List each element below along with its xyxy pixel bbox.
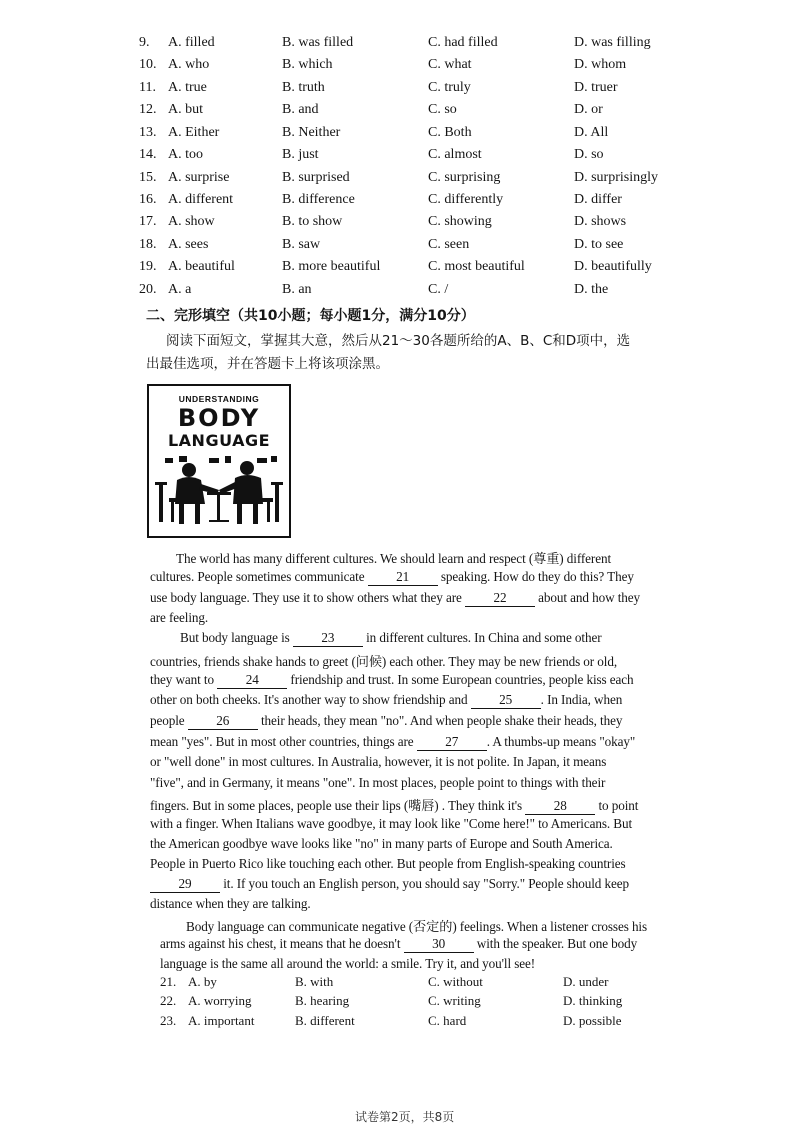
option-c: C. so: [428, 102, 457, 117]
question-number: 10.: [139, 57, 157, 72]
question-row: [0, 170, 794, 192]
option-d: D. or: [574, 102, 603, 117]
blank-22: 22: [465, 590, 535, 607]
option-c: C. truly: [428, 80, 471, 95]
question-row: [0, 282, 794, 304]
option-d: D. was filling: [574, 35, 651, 50]
option-a: A. important: [188, 1013, 255, 1028]
page-footer: 试卷第2页，共8页: [355, 1110, 455, 1124]
option-b: B. saw: [282, 237, 321, 252]
question-number: 15.: [139, 170, 157, 185]
passage-text: arms against his chest, it means that he doesn't: [160, 936, 404, 951]
question-row: [0, 993, 794, 1015]
passage-text: other on both cheeks. It's another way to show friendship and: [150, 692, 471, 707]
passage-text: it. If you touch an English person, you should say "Sorry." People should keep: [220, 876, 629, 891]
question-number: 16.: [139, 192, 157, 207]
svg-text:UNDERSTANDING: UNDERSTANDING: [178, 394, 260, 404]
blank-24: 24: [217, 672, 287, 689]
passage-line: "five", and in Germany, it means "one". In most places, people point to things with their: [150, 775, 606, 790]
option-a: A. who: [168, 57, 210, 72]
passage-line: The world has many different cultures. We should learn and respect (尊重) different: [176, 551, 612, 566]
blank-25: 25: [471, 692, 541, 709]
question-row: [0, 125, 794, 147]
passage-line: language is the same all around the world: a smile. Try it, and you'll see!: [160, 956, 536, 971]
option-a: A. Either: [168, 125, 220, 140]
option-a: A. beautiful: [168, 259, 235, 274]
passage-text: speaking. How do they do this? They: [437, 569, 634, 584]
question-number: 22.: [160, 993, 177, 1008]
option-c: C. most beautiful: [428, 259, 525, 274]
blank-26: 26: [188, 713, 258, 730]
question-number: 11.: [139, 80, 156, 95]
question-number: 14.: [139, 147, 157, 162]
passage-text: their heads, they mean "no". And when people shake their heads, they: [257, 713, 623, 728]
blank-29: 29: [150, 876, 220, 893]
option-d: D. shows: [574, 214, 627, 229]
option-d: D. possible: [563, 1013, 622, 1028]
option-d: D. beautifully: [574, 259, 652, 274]
passage-text: friendship and trust. In some European countries, people kiss each: [287, 672, 634, 687]
instruction-line-1: 阅读下面短文，掌握其大意，然后从21～30各题所给的A、B、C和D项中，选: [166, 333, 631, 349]
question-row: [0, 192, 794, 214]
passage-line: with a finger. When Italians wave goodbye, it may look like "Come here!" to Americans. But: [150, 816, 633, 831]
section-title: 二、完形填空（共10小题；每小题1分，满分10分）: [146, 308, 475, 324]
option-d: D. the: [574, 282, 609, 297]
passage-line: [150, 672, 695, 689]
passage-text: use body language. They use it to show others what they are: [150, 590, 465, 605]
option-c: C. without: [428, 974, 483, 989]
blank-23: 23: [293, 630, 363, 647]
question-row: [0, 237, 794, 259]
option-b: B. different: [295, 1013, 355, 1028]
passage-line: distance when they are talking.: [150, 896, 311, 911]
passage-line: [150, 590, 695, 607]
option-a: A. filled: [168, 35, 215, 50]
option-d: D. thinking: [563, 993, 623, 1008]
question-number: 19.: [139, 259, 157, 274]
question-number: 20.: [139, 282, 157, 297]
passage-line: or "well done" in most cultures. In Australia, however, it is not polite. In Japan, it means: [150, 754, 607, 769]
option-a: A. surprise: [168, 170, 230, 185]
passage-line: People in Puerto Rico like touching each other. But people from English-speaking countries: [150, 856, 626, 871]
option-b: B. more beautiful: [282, 259, 381, 274]
option-d: D. under: [563, 974, 609, 989]
passage-text: people: [150, 713, 188, 728]
option-b: B. with: [295, 974, 334, 989]
passage-text: to point: [595, 798, 639, 813]
question-row: [0, 1013, 794, 1035]
option-c: C. showing: [428, 214, 492, 229]
option-a: A. worrying: [188, 993, 252, 1008]
option-a: A. true: [168, 80, 207, 95]
passage-line: [150, 569, 695, 586]
question-number: 18.: [139, 237, 157, 252]
passage-line: [150, 692, 695, 709]
svg-text:BODY: BODY: [177, 404, 261, 432]
option-a: A. show: [168, 214, 215, 229]
instruction-line-2: 出最佳选项，并在答题卡上将该项涂黑。: [146, 356, 389, 372]
option-c: C. /: [428, 282, 449, 297]
passage-text: with the speaker. But one body: [473, 936, 638, 951]
body-language-illustration: [147, 384, 291, 538]
option-d: D. All: [574, 125, 609, 140]
option-c: C. had filled: [428, 35, 498, 50]
option-a: A. but: [168, 102, 203, 117]
question-row: [0, 214, 794, 236]
option-b: B. truth: [282, 80, 325, 95]
passage-line: [150, 713, 695, 730]
passage-text: mean "yes". But in most other countries, things are: [150, 734, 417, 749]
passage-line: are feeling.: [150, 610, 209, 625]
question-number: 23.: [160, 1013, 177, 1028]
option-c: C. writing: [428, 993, 481, 1008]
passage-line: Body language can communicate negative (否定的) feelings. When a listener crosses his: [186, 919, 648, 934]
two-people-talking-icon: [149, 386, 289, 536]
passage-text: fingers. But in some places, people use their lips (嘴唇) . They think it's: [150, 798, 526, 813]
passage-text: they want to: [150, 672, 218, 687]
option-c: C. surprising: [428, 170, 501, 185]
option-d: D. so: [574, 147, 604, 162]
option-a: A. a: [168, 282, 192, 297]
option-c: C. seen: [428, 237, 470, 252]
option-a: A. by: [188, 974, 217, 989]
option-c: C. Both: [428, 125, 472, 140]
passage-line: [150, 734, 695, 751]
option-d: D. whom: [574, 57, 627, 72]
option-d: D. surprisingly: [574, 170, 658, 185]
option-b: B. was filled: [282, 35, 354, 50]
option-b: B. an: [282, 282, 312, 297]
option-d: D. to see: [574, 237, 624, 252]
option-b: B. and: [282, 102, 319, 117]
question-row: [0, 35, 794, 57]
passage-line: [180, 630, 725, 647]
passage-line: the American goodbye wave looks like "no" in many parts of Europe and South America.: [150, 836, 613, 851]
question-row: [0, 57, 794, 79]
svg-text:LANGUAGE: LANGUAGE: [167, 431, 271, 450]
option-c: C. almost: [428, 147, 482, 162]
option-b: B. just: [282, 147, 319, 162]
passage-text: But body language is: [180, 630, 293, 645]
blank-21: 21: [368, 569, 438, 586]
question-row: [0, 147, 794, 169]
option-a: A. sees: [168, 237, 209, 252]
passage-line: [160, 936, 705, 953]
option-c: C. what: [428, 57, 472, 72]
question-number: 17.: [139, 214, 157, 229]
question-row: [0, 259, 794, 281]
option-d: D. truer: [574, 80, 618, 95]
passage-line: countries, friends shake hands to greet (问候) each other. They may be new friends or old,: [150, 654, 618, 669]
blank-28: 28: [525, 798, 595, 815]
option-a: A. too: [168, 147, 203, 162]
question-number: 21.: [160, 974, 177, 989]
question-number: 9.: [139, 35, 150, 50]
question-number: 12.: [139, 102, 157, 117]
passage-line: [150, 876, 695, 893]
question-number: 13.: [139, 125, 157, 140]
option-b: B. to show: [282, 214, 343, 229]
option-d: D. differ: [574, 192, 622, 207]
passage-line: [150, 795, 695, 815]
passage-text: . In India, when: [540, 692, 623, 707]
question-row: [0, 80, 794, 102]
option-b: B. difference: [282, 192, 355, 207]
passage-text: cultures. People sometimes communicate: [150, 569, 368, 584]
blank-27: 27: [417, 734, 487, 751]
blank-30: 30: [404, 936, 474, 953]
passage-text: in different cultures. In China and some other: [362, 630, 602, 645]
option-b: B. hearing: [295, 993, 350, 1008]
option-a: A. different: [168, 192, 234, 207]
option-b: B. surprised: [282, 170, 350, 185]
option-c: C. hard: [428, 1013, 467, 1028]
passage-text: . A thumbs-up means "okay": [486, 734, 636, 749]
option-b: B. Neither: [282, 125, 341, 140]
question-row: [0, 102, 794, 124]
passage-text: about and how they: [534, 590, 640, 605]
option-b: B. which: [282, 57, 333, 72]
option-c: C. differently: [428, 192, 504, 207]
